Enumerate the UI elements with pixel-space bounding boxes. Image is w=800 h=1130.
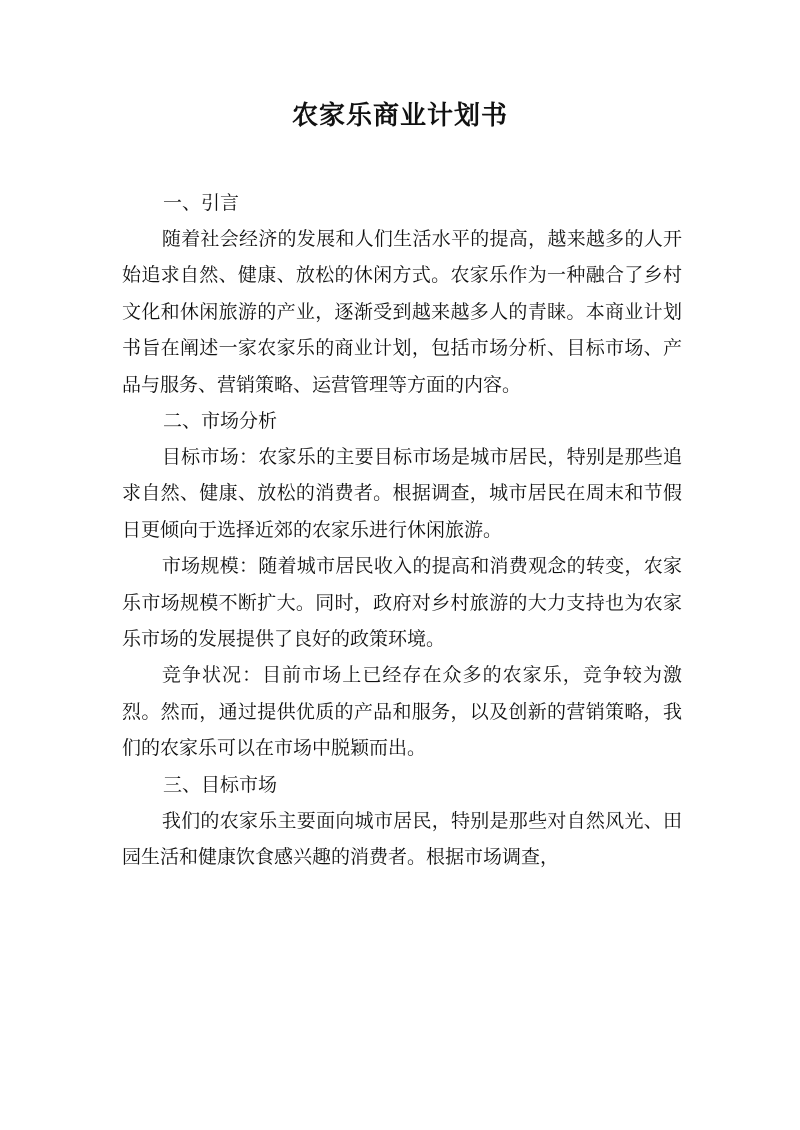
document-body [122,185,682,876]
section-heading-target-market: 三、目标市场 [163,773,278,796]
paragraph: 随着社会经济的发展和人们生活水平的提高，越来越多的人开始追求自然、健康、放松的休闲方式。农家乐作为一种融合了乡村文化和休闲旅游的产业，逐渐受到越来越多人的青睐。本商业计划书旨在阐述一家农家乐的商业计划，包括市场分析、目标市场、产品与服务、营销策略、运营管理等方面的内容。 [122,228,682,396]
section-heading-introduction: 一、引言 [163,192,240,214]
paragraph: 竞争状况：目前市场上已经存在众多的农家乐，竞争较为激烈。然而，通过提供优质的产品和服务，以及创新的营销策略，我们的农家乐可以在市场中脱颖而出。 [122,664,682,760]
section-heading-market-analysis: 二、市场分析 [163,410,278,433]
paragraph: 我们的农家乐主要面向城市居民，特别是那些对自然风光、田园生活和健康饮食感兴趣的消费者。根据市场调查， [122,809,682,869]
paragraph: 市场规模：随着城市居民收入的提高和消费观念的转变，农家乐市场规模不断扩大。同时，政府对乡村旅游的大力支持也为农家乐市场的发展提供了良好的政策环境。 [122,555,682,651]
paragraph: 目标市场：农家乐的主要目标市场是城市居民，特别是那些追求自然、健康、放松的消费者。根据调查，城市居民在周末和节假日更倾向于选择近郊的农家乐进行休闲旅游。 [122,446,682,541]
document-title: 农家乐商业计划书 [291,101,508,131]
